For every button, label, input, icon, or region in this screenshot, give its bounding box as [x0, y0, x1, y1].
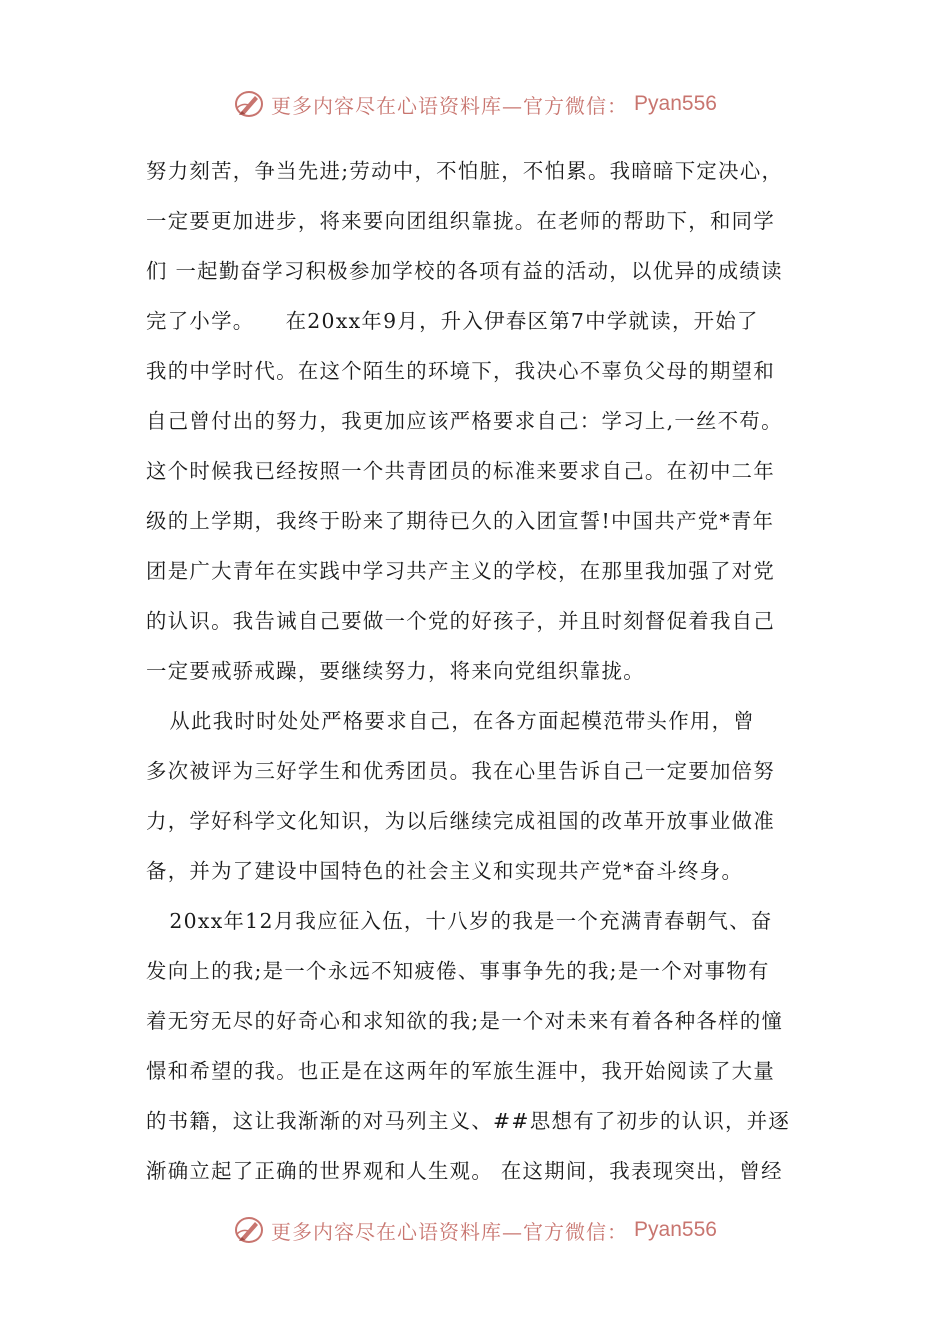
text-line: 完了小学。 在20xx年9月，升入伊春区第7中学就读，开始了 — [146, 309, 759, 333]
text-line: 发向上的我;是一个永远不知疲倦、事事争先的我;是一个对事物有 — [146, 959, 770, 983]
text-line: 这个时候我已经按照一个共青团员的标准来要求自己。在初中二年 — [146, 459, 776, 483]
text-line: 们 一起勤奋学习积极参加学校的各项有益的活动，以优异的成绩读 — [146, 259, 783, 283]
text-line: 我的中学时代。在这个陌生的环境下，我决心不辜负父母的期望和 — [146, 359, 776, 383]
paragraph-3 — [146, 896, 806, 1196]
pen-logo-icon — [233, 88, 265, 120]
watermark-wechat-id: Pyan556 — [634, 1218, 717, 1241]
text-line: 备，并为了建设中国特色的社会主义和实现共产党*奋斗终身。 — [146, 859, 744, 883]
text-line: 多次被评为三好学生和优秀团员。我在心里告诉自己一定要加倍努 — [146, 759, 776, 783]
document-body — [146, 146, 806, 1196]
text-line: 着无穷无尽的好奇心和求知欲的我;是一个对未来有着各种各样的憧 — [146, 1009, 784, 1033]
text-line: 的认识。我告诫自己要做一个党的好孩子，并且时刻督促着我自己 — [146, 609, 776, 633]
text-line: 的书籍，这让我渐渐的对马列主义、##思想有了初步的认识，并逐 — [146, 1109, 791, 1133]
text-line: 努力刻苦，争当先进;劳动中，不怕脏，不怕累。我暗暗下定决心， — [146, 159, 784, 183]
text-line: 一定要戒骄戒躁，要继续努力，将来向党组织靠拢。 — [146, 659, 645, 683]
header-watermark — [0, 84, 950, 124]
text-line: 一定要更加进步，将来要向团组织靠拢。在老师的帮助下，和同学 — [146, 209, 776, 233]
pen-logo-icon — [233, 1214, 265, 1246]
text-line: 憬和希望的我。也正是在这两年的军旅生涯中，我开始阅读了大量 — [146, 1059, 776, 1083]
text-line: 级的上学期，我终于盼来了期待已久的入团宣誓!中国共产党*青年 — [146, 509, 775, 533]
paragraph-2 — [146, 696, 806, 896]
footer-watermark — [0, 1210, 950, 1250]
paragraph-1 — [146, 146, 806, 696]
text-line: 渐确立起了正确的世界观和人生观。 在这期间，我表现突出，曾经 — [146, 1159, 783, 1183]
watermark-text: 更多内容尽在心语资料库—官方微信： — [271, 93, 629, 118]
text-line: 从此我时时处处严格要求自己，在各方面起模范带头作用，曾 — [146, 709, 755, 733]
text-line: 力，学好科学文化知识，为以后继续完成祖国的改革开放事业做准 — [146, 809, 776, 833]
text-line: 20xx年12月我应征入伍，十八岁的我是一个充满青春朝气、奋 — [146, 909, 773, 933]
watermark-text: 更多内容尽在心语资料库—官方微信： — [271, 1219, 629, 1244]
watermark-wechat-id: Pyan556 — [634, 92, 717, 115]
text-line: 自己曾付出的努力，我更加应该严格要求自己：学习上,一丝不苟。 — [146, 409, 783, 433]
text-line: 团是广大青年在实践中学习共产主义的学校，在那里我加强了对党 — [146, 559, 776, 583]
